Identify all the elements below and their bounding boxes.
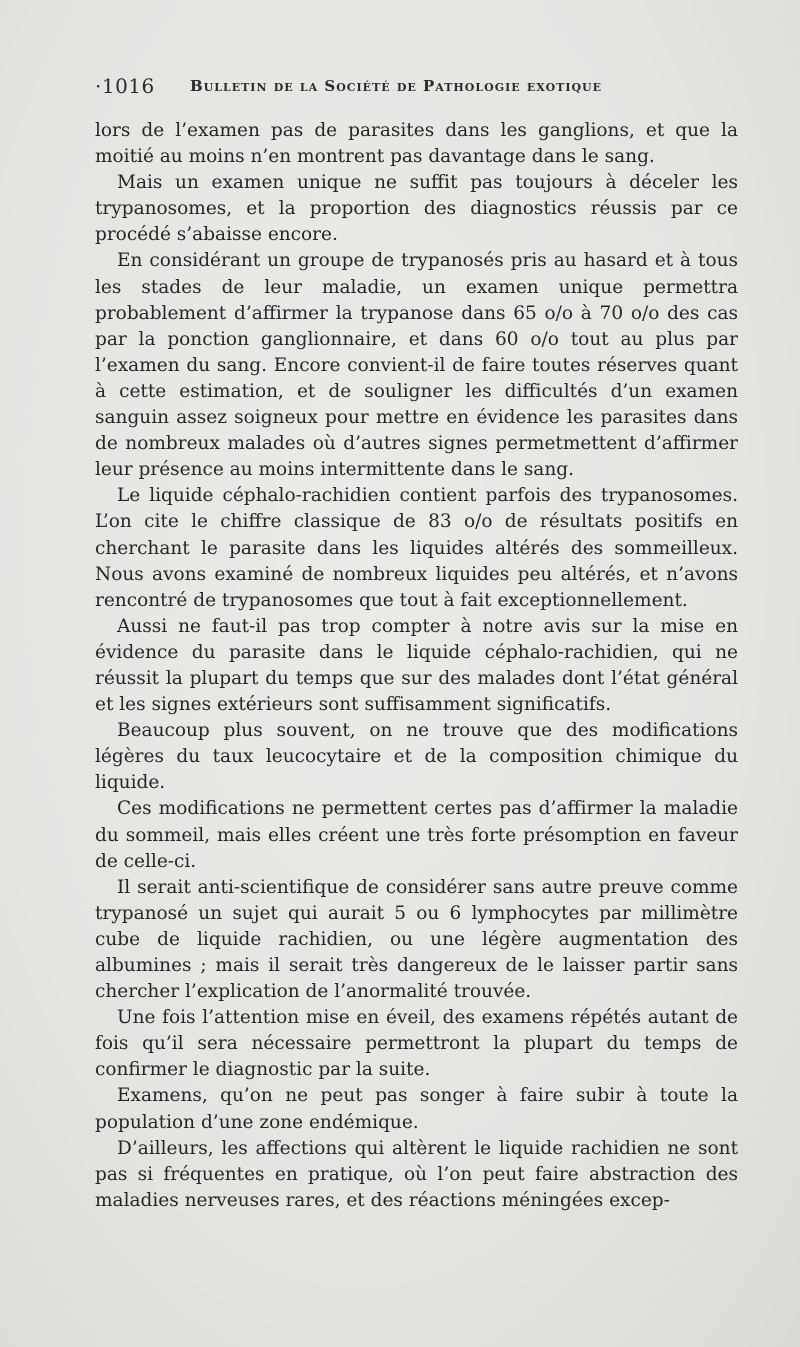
paragraph: D’ailleurs, les affections qui altèrent le liquide rachidien ne sont pas si fréquentes en pratique, où l’on peut faire abstraction des maladies nerveuses rares, et des réactions méningées excep- (95, 1137, 738, 1211)
paragraph: En considérant un groupe de trypanosés pris au hasard et à tous les stades de leur maladie, un examen unique permettra probablement d’affirmer la trypanose dans 65 o/o à 70 o/o des cas par la ponction ganglionnaire, et dans 60 o/o tout au plus par l’examen du sang. Encore convient-il de faire toutes réserves quant à cette estimation, et de souligner les difficultés d’un examen sanguin assez soigneux pour mettre en évidence les parasites dans de nombreux malades où d’autres signes permetmettent d’affirmer leur présence au moins intermittente dans le sang. (95, 250, 738, 481)
paragraph: Aussi ne faut-il pas trop compter à notre avis sur la mise en évidence du parasite dans le liquide céphalo-rachidien, qui ne réussit la plupart du temps que sur des malades dont l’état général et les signes extérieurs sont suffisamment significatifs. (95, 615, 738, 716)
paragraph: Mais un examen unique ne suffit pas toujours à déceler les trypanosomes, et la proportion des diagnostics réussis par ce procédé s’abaisse encore. (95, 172, 738, 246)
paragraph: Examens, qu’on ne peut pas songer à faire subir à toute la population d’une zone endémique. (95, 1085, 738, 1133)
paragraph: lors de l’examen pas de parasites dans les ganglions, et que la moitié au moins n’en montrent pas davantage dans le sang. (95, 120, 738, 168)
paragraph: Une fois l’attention mise en éveil, des examens répétés autant de fois qu’il sera nécessaire permettront la plupart du temps de confirmer le diagnostic par la suite. (95, 1007, 738, 1081)
paragraph: Il serait anti-scientifique de considérer sans autre preuve comme trypanosé un sujet qui aurait 5 ou 6 lymphocytes par millimètre cube de liquide rachidien, ou une légère augmentation des albumines ; mais il serait très dangereux de le laisser partir sans chercher l’explication de l’anormalité trouvée. (95, 876, 738, 1003)
page-number: ·1016 (95, 74, 155, 98)
paragraph: Le liquide céphalo-rachidien contient parfois des trypanosomes. L’on cite le chiffre classique de 83 o/o de résultats positifs en cherchant le parasite dans les liquides altérés des sommeilleux. Nous avons examiné de nombreux liquides peu altérés, et n’avons rencontré de trypanosomes que tout à fait exceptionnellement. (95, 485, 738, 611)
running-head (95, 74, 740, 102)
paragraph: Beaucoup plus souvent, on ne trouve que des modifications légères du taux leucocytaire et de la composition chimique du liquide. (95, 720, 738, 794)
paragraph: Ces modifications ne permettent certes pas d’affirmer la maladie du sommeil, mais elles créent une très forte présomption en faveur de celle-ci. (95, 798, 738, 872)
journal-title: Bulletin de la Société de Pathologie exotique (190, 77, 603, 95)
body-text (95, 118, 738, 1214)
